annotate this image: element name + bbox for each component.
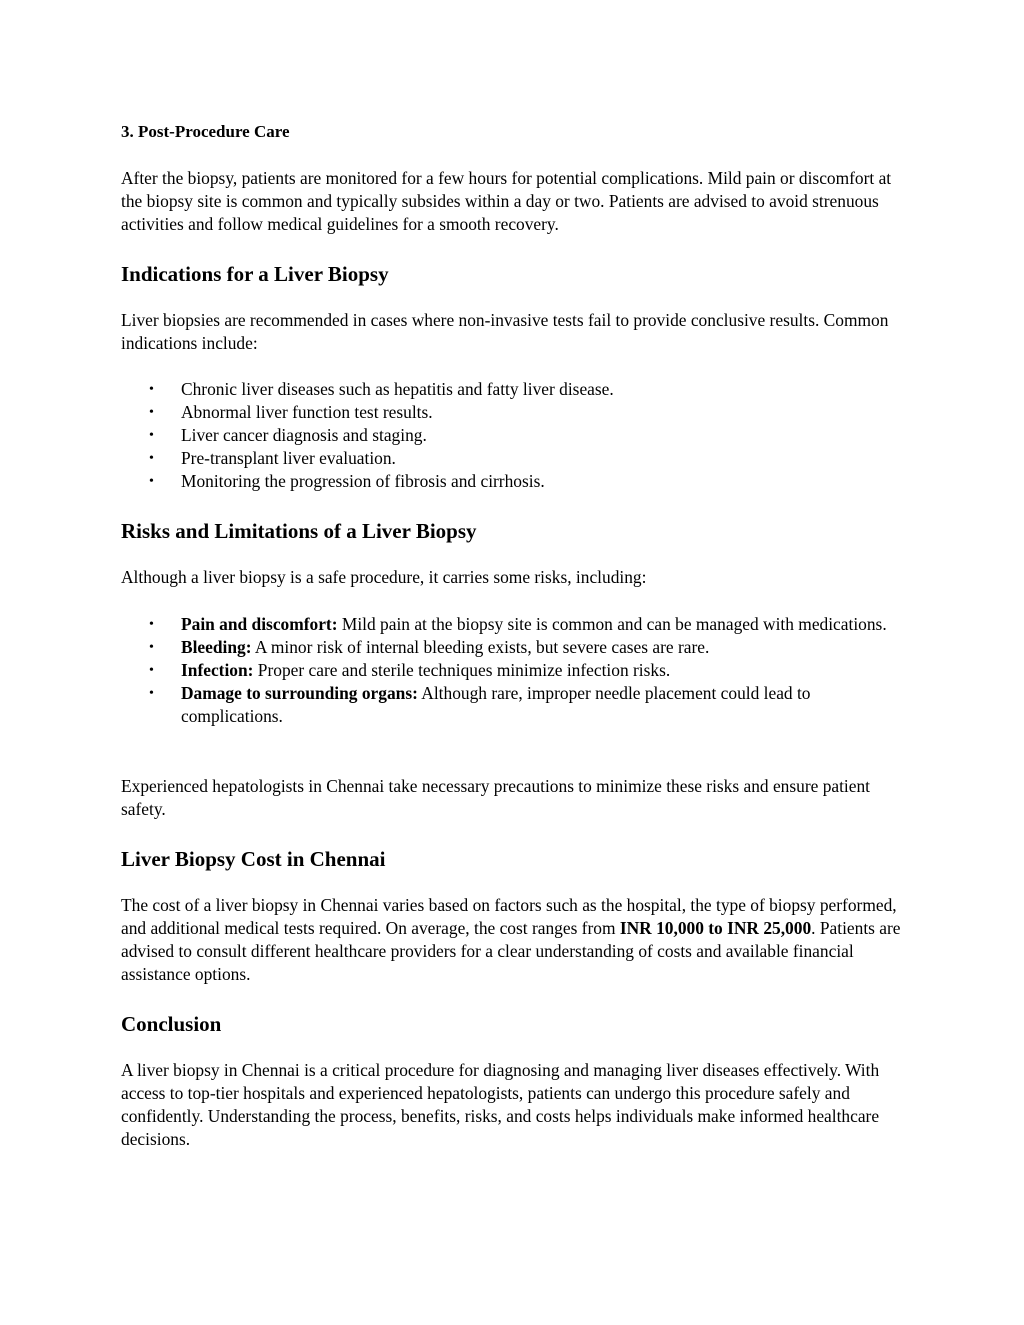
list-item [121, 470, 911, 493]
risk-text: Although rare, improper needle placement could lead to complications. [181, 683, 811, 726]
cost-heading: Liver Biopsy Cost in Chennai [121, 847, 386, 871]
bullet-icon: • [149, 617, 154, 632]
risks-closing-block [121, 775, 911, 821]
risks-heading: Risks and Limitations of a Liver Biopsy [121, 519, 477, 543]
bullet-icon: • [149, 686, 154, 701]
risks-intro-block [121, 566, 911, 589]
bullet-icon: • [149, 474, 154, 489]
list-item-text: Liver cancer diagnosis and staging. [181, 425, 427, 445]
risks-list [121, 613, 911, 728]
post-procedure-paragraph: After the biopsy, patients are monitored for a few hours for potential complications. Mild pain or discomfort at the biopsy site is common and typically subsides within a day or two. Patients are advised to avoid strenuous activities and follow medical guidelines for a smooth recovery. [121, 168, 892, 234]
post-procedure-body-block [121, 167, 911, 236]
list-item [121, 401, 911, 424]
conclusion-heading: Conclusion [121, 1012, 222, 1036]
list-item-text: Pre-transplant liver evaluation. [181, 448, 396, 468]
bullet-icon: • [149, 382, 154, 397]
conclusion-body-block [121, 1059, 911, 1151]
list-item [121, 659, 911, 682]
indications-heading-block [121, 261, 911, 287]
bullet-icon: • [149, 428, 154, 443]
bullet-icon: • [149, 405, 154, 420]
indications-heading: Indications for a Liver Biopsy [121, 262, 389, 286]
cost-text-before: The cost of a liver biopsy in Chennai varies based on factors such as the hospital, the type of biopsy performed, and additional medical tests required. On average, the cost ranges from [121, 895, 897, 938]
list-item [121, 378, 911, 401]
list-item [121, 447, 911, 470]
bullet-icon: • [149, 451, 154, 466]
risk-term: Pain and discomfort: [181, 614, 338, 634]
list-item [121, 636, 911, 659]
list-item-text: Monitoring the progression of fibrosis and cirrhosis. [181, 471, 545, 491]
cost-body-block [121, 894, 911, 986]
risks-list-block [121, 613, 911, 728]
risk-term: Damage to surrounding organs: [181, 683, 418, 703]
indications-intro: Liver biopsies are recommended in cases where non-invasive tests fail to provide conclusive results. Common indications include: [121, 310, 889, 353]
conclusion-paragraph: A liver biopsy in Chennai is a critical procedure for diagnosing and managing liver diseases effectively. With access to top-tier hospitals and experienced hepatologists, patients can undergo this procedure safely and confidently. Understanding the process, benefits, risks, and costs helps individuals make informed healthcare decisions. [121, 1060, 880, 1149]
indications-list [121, 378, 911, 493]
risks-intro: Although a liver biopsy is a safe procedure, it carries some risks, including: [121, 567, 647, 587]
list-item-text: Chronic liver diseases such as hepatitis and fatty liver disease. [181, 379, 614, 399]
post-procedure-heading: 3. Post-Procedure Care [121, 122, 290, 141]
bullet-icon: • [149, 663, 154, 678]
indications-intro-block [121, 309, 911, 355]
risk-text: Mild pain at the biopsy site is common and can be managed with medications. [337, 614, 887, 634]
cost-heading-block [121, 846, 911, 872]
risk-term: Bleeding: [181, 637, 252, 657]
list-item [121, 682, 911, 728]
risk-text: A minor risk of internal bleeding exists, but severe cases are rare. [251, 637, 710, 657]
risk-text: Proper care and sterile techniques minimize infection risks. [253, 660, 671, 680]
cost-text-after: . Patients are advised to consult different healthcare providers for a clear understanding of costs and available financial assistance options. [121, 918, 901, 984]
list-item-text: Abnormal liver function test results. [181, 402, 433, 422]
bullet-icon: • [149, 640, 154, 655]
cost-paragraph [121, 894, 911, 986]
risk-term: Infection: [181, 660, 254, 680]
indications-list-block [121, 378, 911, 493]
post-procedure-section [121, 121, 911, 143]
risks-closing: Experienced hepatologists in Chennai take necessary precautions to minimize these risks and ensure patient safety. [121, 776, 871, 819]
conclusion-heading-block [121, 1011, 911, 1037]
cost-range: INR 10,000 to INR 25,000 [619, 918, 812, 938]
risks-heading-block [121, 518, 911, 544]
list-item [121, 424, 911, 447]
list-item [121, 613, 911, 636]
